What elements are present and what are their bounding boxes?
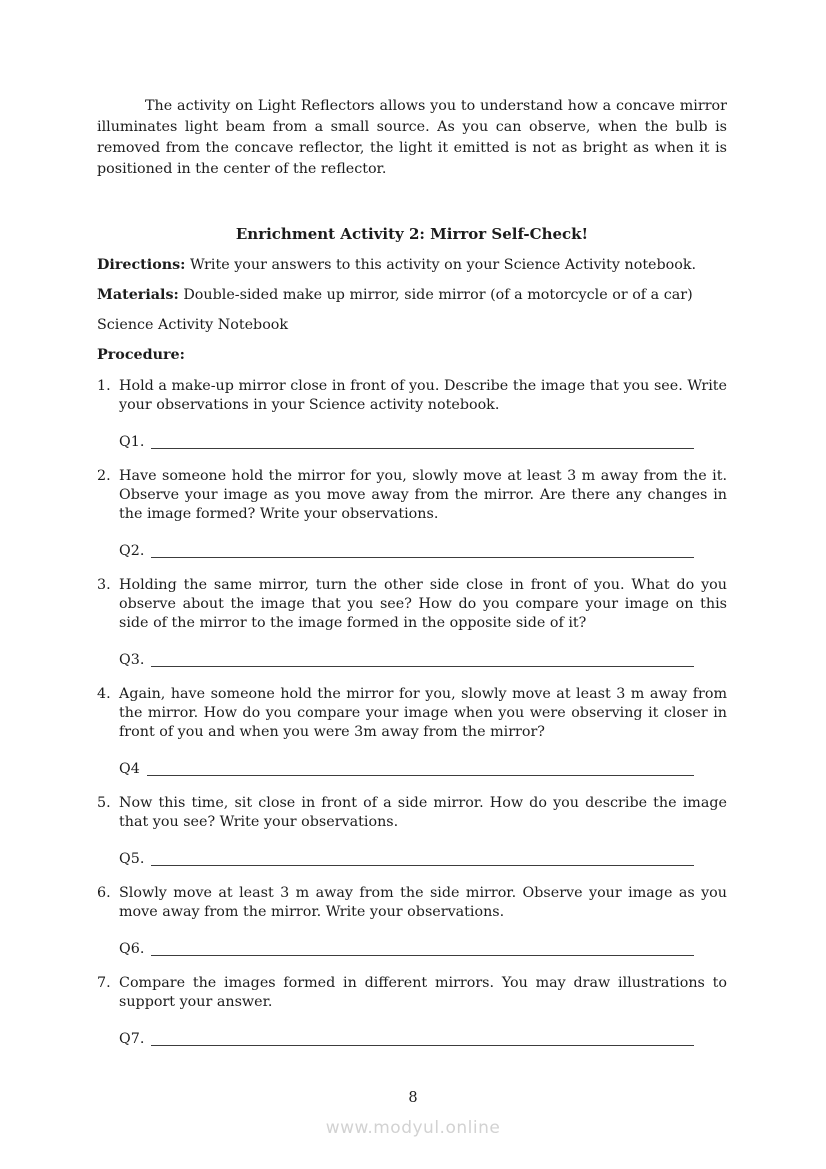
answer-row-q7 — [119, 1029, 694, 1050]
step-row — [97, 467, 727, 524]
step-row — [97, 974, 727, 1012]
step-number: 6. — [97, 885, 111, 901]
watermark-text: www.modyul.online — [325, 1118, 501, 1138]
answer-label: Q3. — [119, 652, 145, 668]
procedure-label: Procedure: — [97, 347, 185, 363]
answer-label: Q1. — [119, 434, 145, 450]
step-number: 2. — [97, 468, 111, 484]
answer-blank-line — [147, 775, 694, 776]
step-number: 7. — [97, 975, 111, 991]
procedure-step-6 — [97, 884, 727, 960]
answer-row-q4 — [119, 759, 694, 780]
procedure-step-5 — [97, 794, 727, 870]
answer-row-q6 — [119, 939, 694, 960]
materials-label: Materials: — [97, 287, 179, 303]
directions-label: Directions: — [97, 257, 186, 273]
answer-blank-line — [151, 865, 694, 866]
step-number: 4. — [97, 686, 111, 702]
answer-blank-line — [151, 557, 694, 558]
step-text: Hold a make-up mirror close in front of you. Describe the image that you see. Write your observations in your Science activity notebook. — [119, 378, 727, 413]
answer-row-q3 — [119, 650, 694, 671]
step-row — [97, 794, 727, 832]
step-text: Again, have someone hold the mirror for you, slowly move at least 3 m away from the mirror. How do you compare your image when you were observing it closer in front of you and when you were 3m away from the mirror? — [119, 686, 727, 740]
step-text: Now this time, sit close in front of a side mirror. How do you describe the image that you see? Write your observations. — [119, 795, 727, 830]
answer-row-q5 — [119, 849, 694, 870]
step-number: 3. — [97, 577, 111, 593]
directions-text: Write your answers to this activity on your Science Activity notebook. — [190, 257, 697, 273]
step-row — [97, 685, 727, 742]
page-number: 8 — [408, 1090, 418, 1106]
procedure-step-4 — [97, 685, 727, 780]
step-text: Slowly move at least 3 m away from the side mirror. Observe your image as you move away from the mirror. Write your observations. — [119, 885, 727, 920]
answer-row-q1 — [119, 432, 694, 453]
answer-label: Q6. — [119, 941, 145, 957]
procedure-step-2 — [97, 467, 727, 562]
step-number: 5. — [97, 795, 111, 811]
procedure-step-3 — [97, 576, 727, 671]
materials-line — [97, 285, 727, 305]
answer-label: Q5. — [119, 851, 145, 867]
procedure-steps — [97, 377, 727, 1050]
answer-label: Q2. — [119, 543, 145, 559]
step-text: Holding the same mirror, turn the other side close in front of you. What do you observe about the image that you see? How do you compare your image on this side of the mirror to the image formed in the opposite side of it? — [119, 577, 727, 631]
procedure-step-7 — [97, 974, 727, 1050]
step-text: Compare the images formed in different mirrors. You may draw illustrations to support your answer. — [119, 975, 727, 1010]
materials-text: Double-sided make up mirror, side mirror (of a motorcycle or of a car) — [183, 287, 693, 303]
step-number: 1. — [97, 378, 111, 394]
answer-blank-line — [151, 666, 694, 667]
directions-line — [97, 255, 727, 275]
answer-label: Q7. — [119, 1031, 145, 1047]
answer-blank-line — [151, 448, 694, 449]
step-text: Have someone hold the mirror for you, slowly move at least 3 m away from the it. Observe your image as you move away from the mirror. Are there any changes in the image formed? Write your observations. — [119, 468, 727, 522]
step-row — [97, 377, 727, 415]
materials-extra: Science Activity Notebook — [97, 317, 289, 333]
answer-label: Q4 — [119, 761, 140, 777]
answer-row-q2 — [119, 541, 694, 562]
activity-title: Enrichment Activity 2: Mirror Self-Check! — [235, 225, 589, 243]
step-row — [97, 884, 727, 922]
step-row — [97, 576, 727, 633]
procedure-step-1 — [97, 377, 727, 453]
answer-blank-line — [151, 1045, 694, 1046]
answer-blank-line — [151, 955, 694, 956]
intro-paragraph: The activity on Light Reflectors allows you to understand how a concave mirror illuminates light beam from a small source. As you can observe, when the bulb is removed from the concave reflector, the light it emitted is not as bright as when it is positioned in the center of the reflector. — [97, 98, 727, 177]
